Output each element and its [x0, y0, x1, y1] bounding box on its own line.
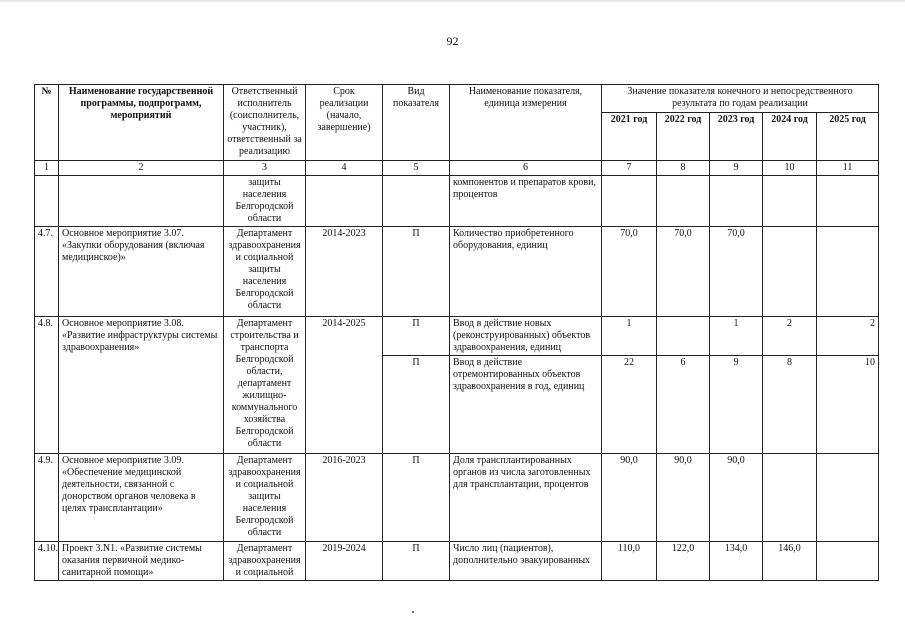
value-cell: 1: [602, 317, 657, 356]
value-cell: 10: [817, 356, 879, 454]
value-cell: 9: [710, 356, 763, 454]
header-type: Вид показателя: [383, 85, 450, 161]
type-cell: П: [383, 227, 450, 317]
column-number: 10: [763, 161, 817, 176]
period-cell: 2016-2023: [306, 454, 383, 542]
value-cell: 1: [710, 317, 763, 356]
value-cell: 22: [602, 356, 657, 454]
column-number: 8: [657, 161, 710, 176]
column-number: 4: [306, 161, 383, 176]
column-number: 3: [224, 161, 306, 176]
page-number: 92: [446, 34, 459, 48]
value-cell: [817, 542, 879, 581]
period-cell: 2014-2025: [306, 317, 383, 454]
value-cell: [763, 454, 817, 542]
measure-name: Основное мероприятие 3.09. «Обеспечение медицинской деятельности, связанной с донорством органов человека в целях трансплантации»: [59, 454, 224, 542]
table-row: [35, 317, 879, 356]
header-year: 2022 год: [657, 113, 710, 161]
value-cell: 2: [763, 317, 817, 356]
executor-cell: Департамент здравоохранения и социальной: [224, 542, 306, 581]
value-cell: 8: [763, 356, 817, 454]
row-number: 4.9.: [35, 454, 59, 542]
value-cell: 2: [817, 317, 879, 356]
value-cell: 70,0: [710, 227, 763, 317]
type-cell: П: [383, 356, 450, 454]
value-cell: 134,0: [710, 542, 763, 581]
column-number: 5: [383, 161, 450, 176]
value-cell: [763, 227, 817, 317]
value-cell: 90,0: [710, 454, 763, 542]
scan-edge: [0, 0, 905, 2]
value-cell: [817, 454, 879, 542]
indicator-cell: Ввод в действие отремонтированных объектов здравоохранения в год, единиц: [450, 356, 602, 454]
type-cell: П: [383, 542, 450, 581]
row-number: 4.8.: [35, 317, 59, 454]
measure-name: Основное мероприятие 3.07. «Закупки оборудования (включая медицинское)»: [59, 227, 224, 317]
period-cell: 2014-2023: [306, 227, 383, 317]
measure-name: Проект 3.N1. «Развитие системы оказания первичной медико-санитарной помощи»: [59, 542, 224, 581]
scan-speck: [412, 611, 414, 613]
column-number: 1: [35, 161, 59, 176]
indicator-cell: Доля трансплантированных органов из числа заготовленных для трансплантации, процентов: [450, 454, 602, 542]
header-period: Срок реализации (начало, завершение): [306, 85, 383, 161]
value-cell: 122,0: [657, 542, 710, 581]
column-number: 6: [450, 161, 602, 176]
value-cell: 70,0: [602, 227, 657, 317]
header-executor: Ответственный исполнитель (соисполнитель, участник), ответственный за реализацию: [224, 85, 306, 161]
value-cell: [817, 227, 879, 317]
header-year: 2023 год: [710, 113, 763, 161]
value-cell: 90,0: [657, 454, 710, 542]
indicator-cell: Количество приобретенного оборудования, единиц: [450, 227, 602, 317]
value-cell: 146,0: [763, 542, 817, 581]
value-cell: [657, 317, 710, 356]
period-cell: 2019-2024: [306, 542, 383, 581]
table-row: [35, 454, 879, 542]
type-cell: П: [383, 454, 450, 542]
executor-cell: защиты населения Белгородской области: [224, 176, 306, 227]
column-number-row: [35, 161, 879, 176]
header-indicator: Наименование показателя, единица измерения: [450, 85, 602, 161]
indicator-cell: компонентов и препаратов крови, процентов: [450, 176, 602, 227]
column-number: 9: [710, 161, 763, 176]
header-name: Наименование государственной программы, подпрограмм, мероприятий: [59, 85, 224, 161]
column-number: 11: [817, 161, 879, 176]
header-year: 2024 год: [763, 113, 817, 161]
column-number: 7: [602, 161, 657, 176]
measure-name: Основное мероприятие 3.08. «Развитие инфраструктуры системы здравоохранения»: [59, 317, 224, 454]
program-table: [34, 84, 879, 581]
indicator-cell: Число лиц (пациентов), дополнительно эвакуированных: [450, 542, 602, 581]
table-row: [35, 542, 879, 581]
column-number: 2: [59, 161, 224, 176]
value-cell: 110,0: [602, 542, 657, 581]
table-row: [35, 227, 879, 317]
table-row: [35, 176, 879, 227]
executor-cell: Департамент строительства и транспорта Белгородской области, департамент жилищно-коммунального хозяйства Белгородской области: [224, 317, 306, 454]
type-cell: П: [383, 317, 450, 356]
header-year: 2021 год: [602, 113, 657, 161]
value-cell: 70,0: [657, 227, 710, 317]
executor-cell: Департамент здравоохранения и социальной защиты населения Белгородской области: [224, 454, 306, 542]
value-cell: 6: [657, 356, 710, 454]
header-values: Значение показателя конечного и непосредственного результата по годам реализации: [602, 85, 879, 113]
header-no: №: [35, 85, 59, 161]
header-year: 2025 год: [817, 113, 879, 161]
indicator-cell: Ввод в действие новых (реконструированных) объектов здравоохранения, единиц: [450, 317, 602, 356]
executor-cell: Департамент здравоохранения и социальной защиты населения Белгородской области: [224, 227, 306, 317]
row-number: 4.10.: [35, 542, 59, 581]
row-number: 4.7.: [35, 227, 59, 317]
value-cell: 90,0: [602, 454, 657, 542]
